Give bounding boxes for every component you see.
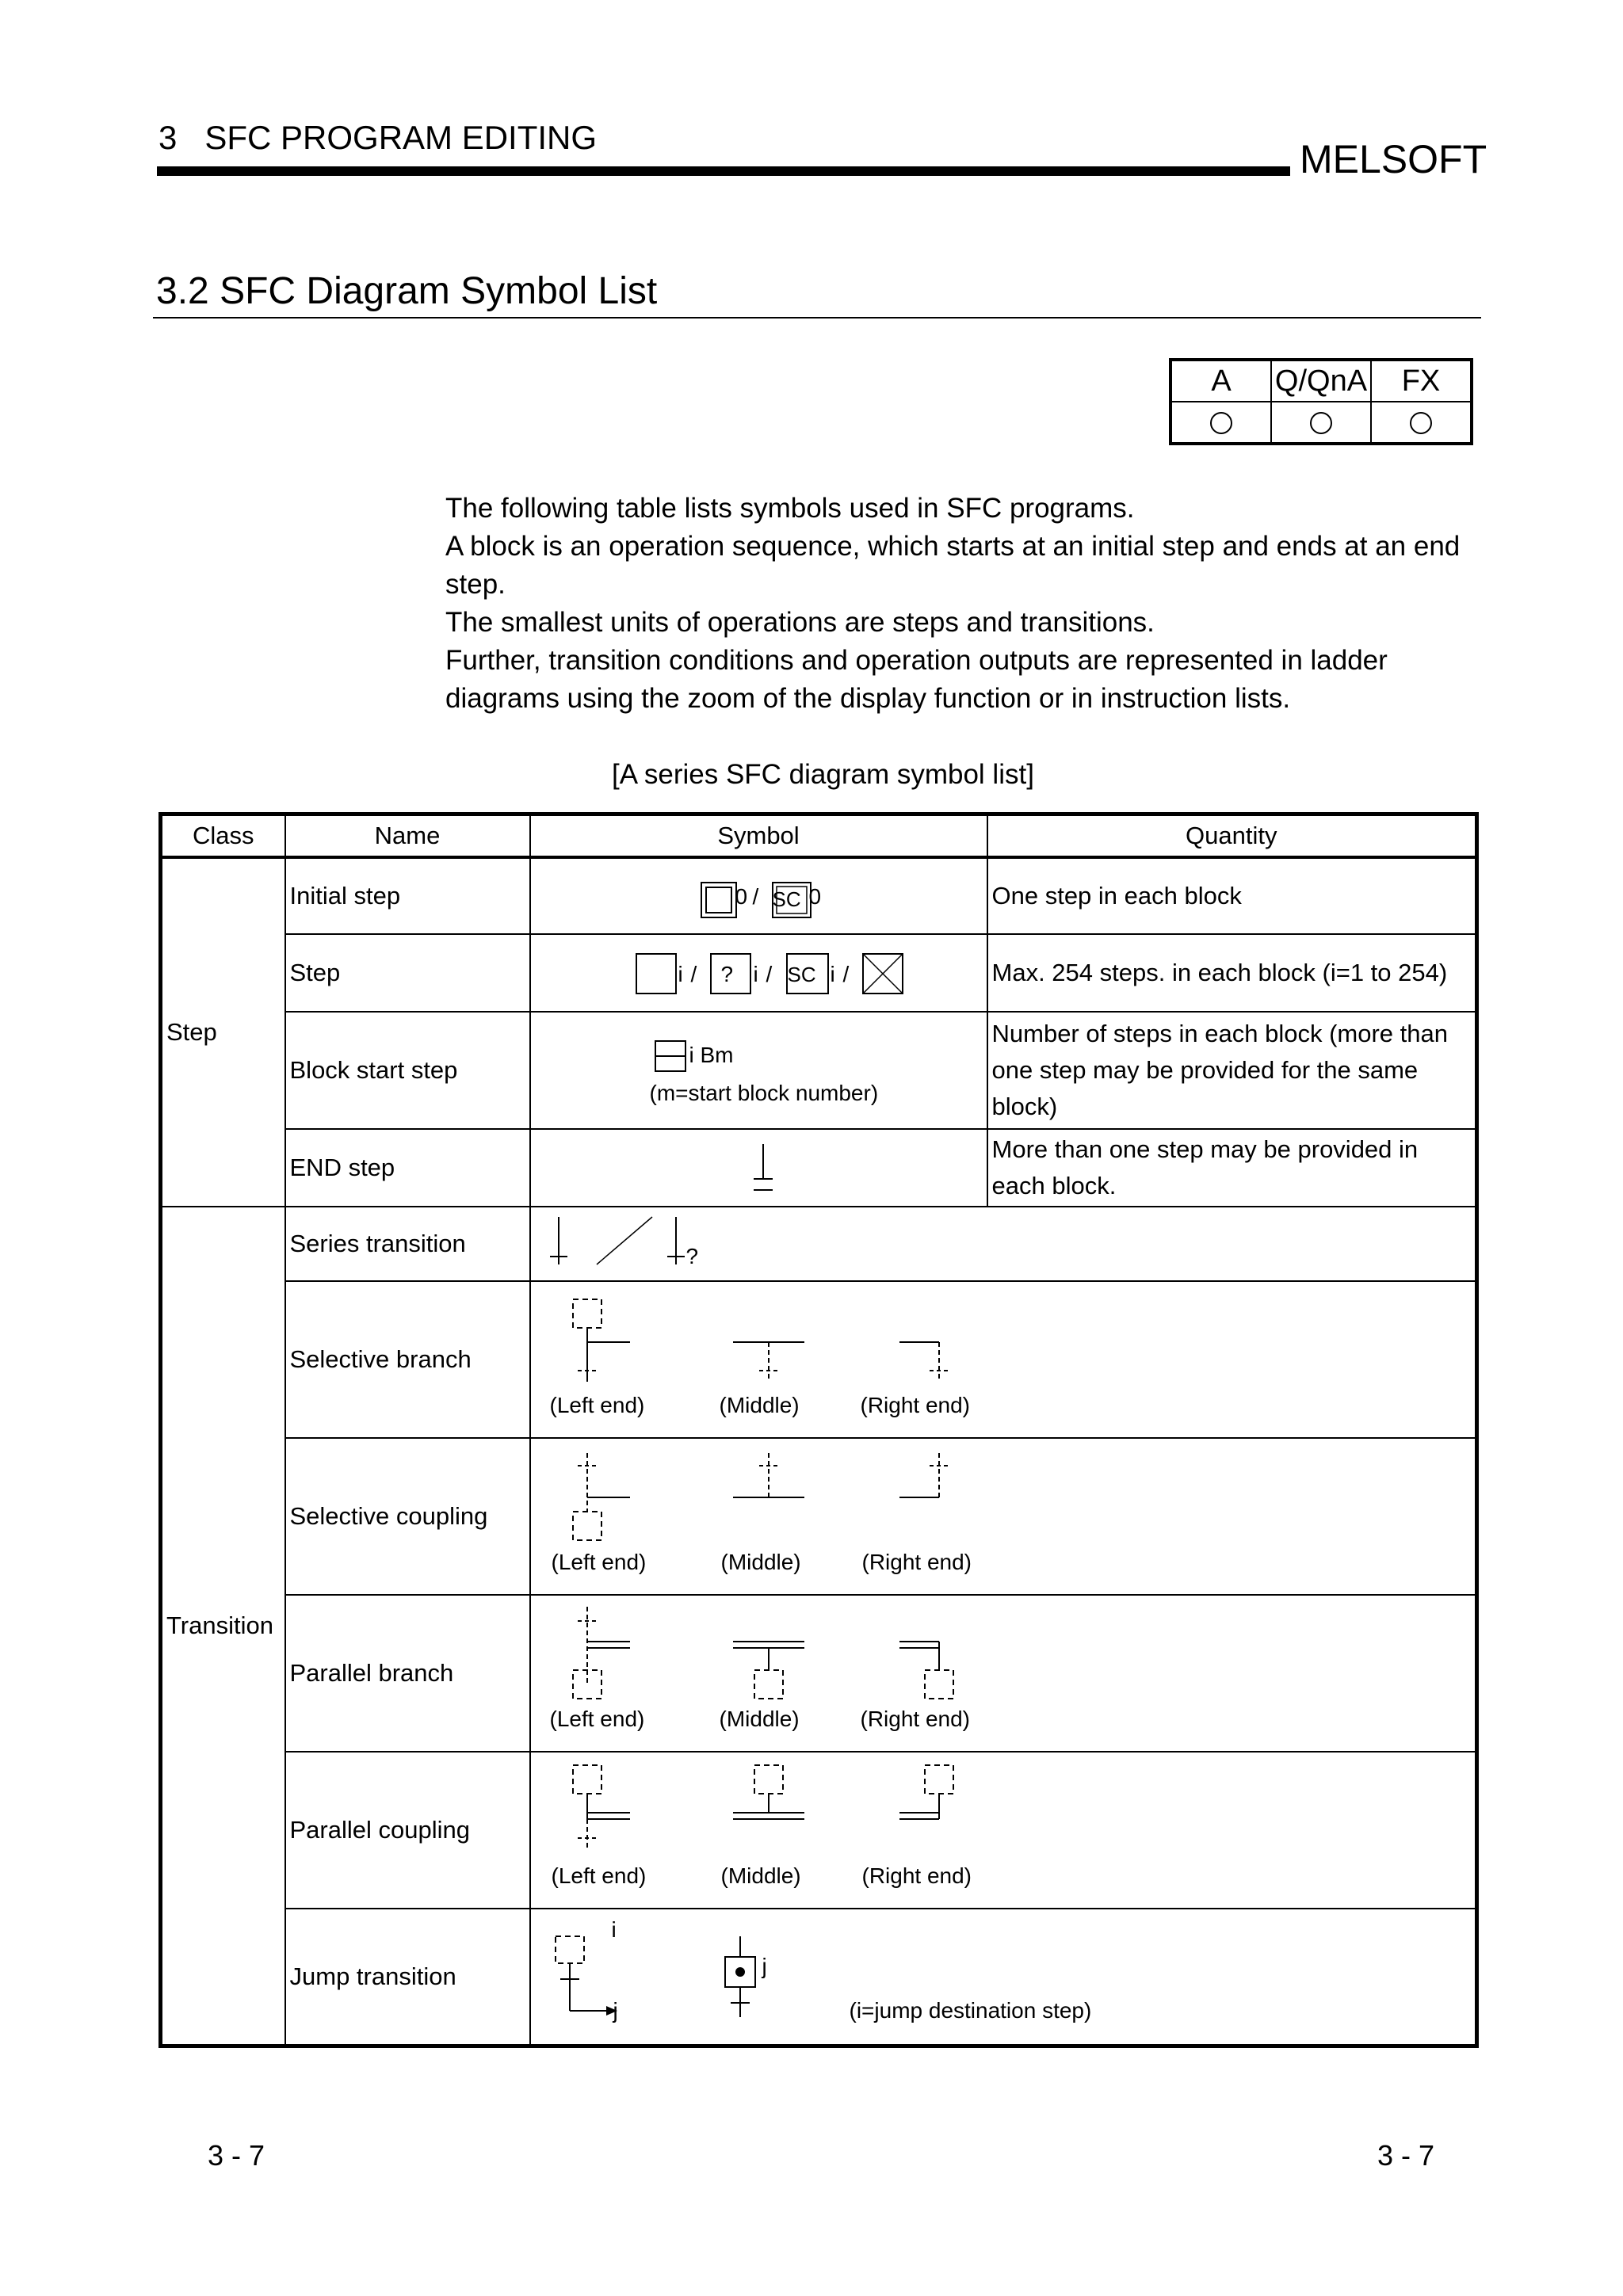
table-row	[161, 1752, 1477, 1909]
intro-line: Further, transition conditions and operation outputs are represented in ladder diagrams using the zoom of the display function or in instruction lists.	[445, 645, 1388, 714]
symbol-cell-end-step	[530, 1129, 987, 1207]
jump-note: (i=jump destination step)	[849, 1998, 1092, 2023]
right-end-label: (Right end)	[860, 1707, 971, 1731]
left-end-label: (Left end)	[549, 1707, 645, 1731]
symbol-cell-selective-branch	[530, 1281, 1477, 1438]
jump-j-label: j	[762, 1954, 767, 1978]
section-title: 3.2 SFC Diagram Symbol List	[156, 270, 658, 312]
symbol-cell-parallel-coupling	[530, 1752, 1477, 1909]
quantity-cell: One step in each block	[987, 857, 1477, 934]
symbol-cell-initial-step	[530, 857, 987, 934]
jump-j-label: j	[613, 1998, 618, 2023]
compat-header-a: A	[1170, 360, 1271, 402]
series-transition-symbol	[535, 1207, 1486, 1280]
symbol-cell-parallel-branch	[530, 1595, 1477, 1752]
symbol-cell-selective-coupling	[530, 1438, 1477, 1595]
initial-step-symbol	[535, 859, 1000, 933]
name-cell: Parallel branch	[285, 1595, 530, 1752]
block-start-label: i Bm	[689, 1043, 734, 1067]
name-cell: Series transition	[285, 1207, 530, 1281]
quantity-cell: More than one step may be provided in each block.	[987, 1129, 1477, 1207]
compat-header-fx: FX	[1371, 360, 1472, 402]
series-question-label: ?	[685, 1244, 699, 1268]
intro-line: The smallest units of operations are steps and transitions.	[445, 607, 1155, 638]
dashed-step-box	[573, 1765, 601, 1794]
initial-sc-label: SC	[772, 887, 801, 911]
name-cell: Selective coupling	[285, 1438, 530, 1595]
step-i-label: i	[830, 962, 835, 986]
table-row	[161, 1595, 1477, 1752]
symbol-cell-step	[530, 934, 987, 1012]
block-start-note: (m=start block number)	[649, 1081, 879, 1105]
symbol-cell-series-transition	[530, 1207, 1477, 1281]
supported-circle-icon	[1410, 412, 1432, 434]
table-caption: [A series SFC diagram symbol list]	[612, 759, 1034, 790]
supported-circle-icon	[1310, 412, 1332, 434]
initial-slash-label: /	[752, 884, 759, 909]
separator-slash	[597, 1217, 652, 1264]
name-cell: Step	[285, 934, 530, 1012]
step-slash-label: /	[690, 962, 697, 986]
supported-circle-icon	[1210, 412, 1232, 434]
page-number-left: 3 - 7	[208, 2139, 265, 2172]
initial-zero-label: 0	[735, 884, 748, 909]
intro-line: A block is an operation sequence, which starts at an initial step and ends at an end step.	[445, 531, 1461, 600]
section-rule	[153, 317, 1481, 318]
name-cell: Parallel coupling	[285, 1752, 530, 1909]
col-header-class: Class	[161, 814, 285, 858]
dashed-step-box	[925, 1765, 953, 1794]
symbol-cell-jump-transition	[530, 1909, 1477, 2046]
table-row	[161, 1207, 1477, 1281]
table-row	[161, 1281, 1477, 1438]
compatibility-table	[1169, 358, 1473, 445]
dashed-step-box	[754, 1765, 783, 1794]
end-step-symbol	[535, 1130, 1000, 1206]
step-question-label: ?	[720, 962, 734, 986]
step-slash-label: /	[766, 962, 773, 986]
dashed-step-box	[573, 1299, 601, 1328]
jump-i-label: i	[611, 1917, 617, 1942]
parallel-coupling-symbol	[535, 1753, 1486, 1908]
jump-transition-symbol	[535, 1909, 1486, 2044]
name-cell: Initial step	[285, 857, 530, 934]
page-number-right: 3 - 7	[1377, 2139, 1435, 2172]
table-row	[161, 934, 1477, 1012]
compat-value-fx	[1371, 402, 1472, 444]
right-end-label: (Right end)	[860, 1393, 971, 1417]
table-row	[161, 857, 1477, 934]
compat-value-a	[1170, 402, 1271, 444]
selective-coupling-symbol	[535, 1439, 1486, 1594]
jump-dot-icon	[735, 1967, 745, 1977]
table-row	[161, 1909, 1477, 2046]
initial-step-inner-box	[706, 887, 731, 913]
intro-text	[445, 490, 1499, 718]
right-end-label: (Right end)	[861, 1863, 972, 1888]
step-slash-label: /	[842, 962, 850, 986]
right-end-label: (Right end)	[861, 1550, 972, 1574]
class-cell-transition: Transition	[161, 1207, 285, 2046]
selective-branch-symbol	[535, 1282, 1486, 1437]
table-row	[161, 1129, 1477, 1207]
quantity-cell: Number of steps in each block (more than one step may be provided for the same block)	[987, 1012, 1477, 1129]
header-rule	[157, 166, 1290, 176]
col-header-symbol: Symbol	[530, 814, 987, 858]
intro-line: The following table lists symbols used in SFC programs.	[445, 493, 1135, 524]
chapter-heading: 3 SFC PROGRAM EDITING	[158, 119, 598, 156]
middle-label: (Middle)	[719, 1707, 800, 1731]
symbol-table	[158, 812, 1479, 2048]
class-cell-step: Step	[161, 857, 285, 1207]
middle-label: (Middle)	[719, 1393, 800, 1417]
left-end-label: (Left end)	[551, 1863, 647, 1888]
step-sc-label: SC	[787, 963, 816, 986]
block-start-symbol	[535, 1013, 1000, 1128]
table-row	[161, 1438, 1477, 1595]
dashed-step-box	[573, 1512, 601, 1540]
middle-label: (Middle)	[720, 1863, 801, 1888]
quantity-cell: Max. 254 steps. in each block (i=1 to 254)	[987, 934, 1477, 1012]
step-i-label: i	[678, 962, 683, 986]
compat-header-qnqa: Q/QnA	[1271, 360, 1371, 402]
step-i-label: i	[753, 962, 758, 986]
symbol-cell-block-start	[530, 1012, 987, 1129]
compat-value-qnqa	[1271, 402, 1371, 444]
brand-logo: MELSOFT	[1300, 137, 1487, 181]
name-cell: Jump transition	[285, 1909, 530, 2046]
dashed-step-box	[754, 1670, 783, 1699]
middle-label: (Middle)	[720, 1550, 801, 1574]
step-box	[636, 954, 676, 994]
name-cell: END step	[285, 1129, 530, 1207]
dashed-step-box	[556, 1936, 584, 1963]
name-cell: Block start step	[285, 1012, 530, 1129]
left-end-label: (Left end)	[551, 1550, 647, 1574]
initial-num-label: 0	[808, 884, 822, 909]
left-end-label: (Left end)	[549, 1393, 645, 1417]
name-cell: Selective branch	[285, 1281, 530, 1438]
col-header-name: Name	[285, 814, 530, 858]
col-header-quantity: Quantity	[987, 814, 1477, 858]
dashed-step-box	[925, 1670, 953, 1699]
parallel-branch-symbol	[535, 1596, 1486, 1751]
table-row	[161, 1012, 1477, 1129]
